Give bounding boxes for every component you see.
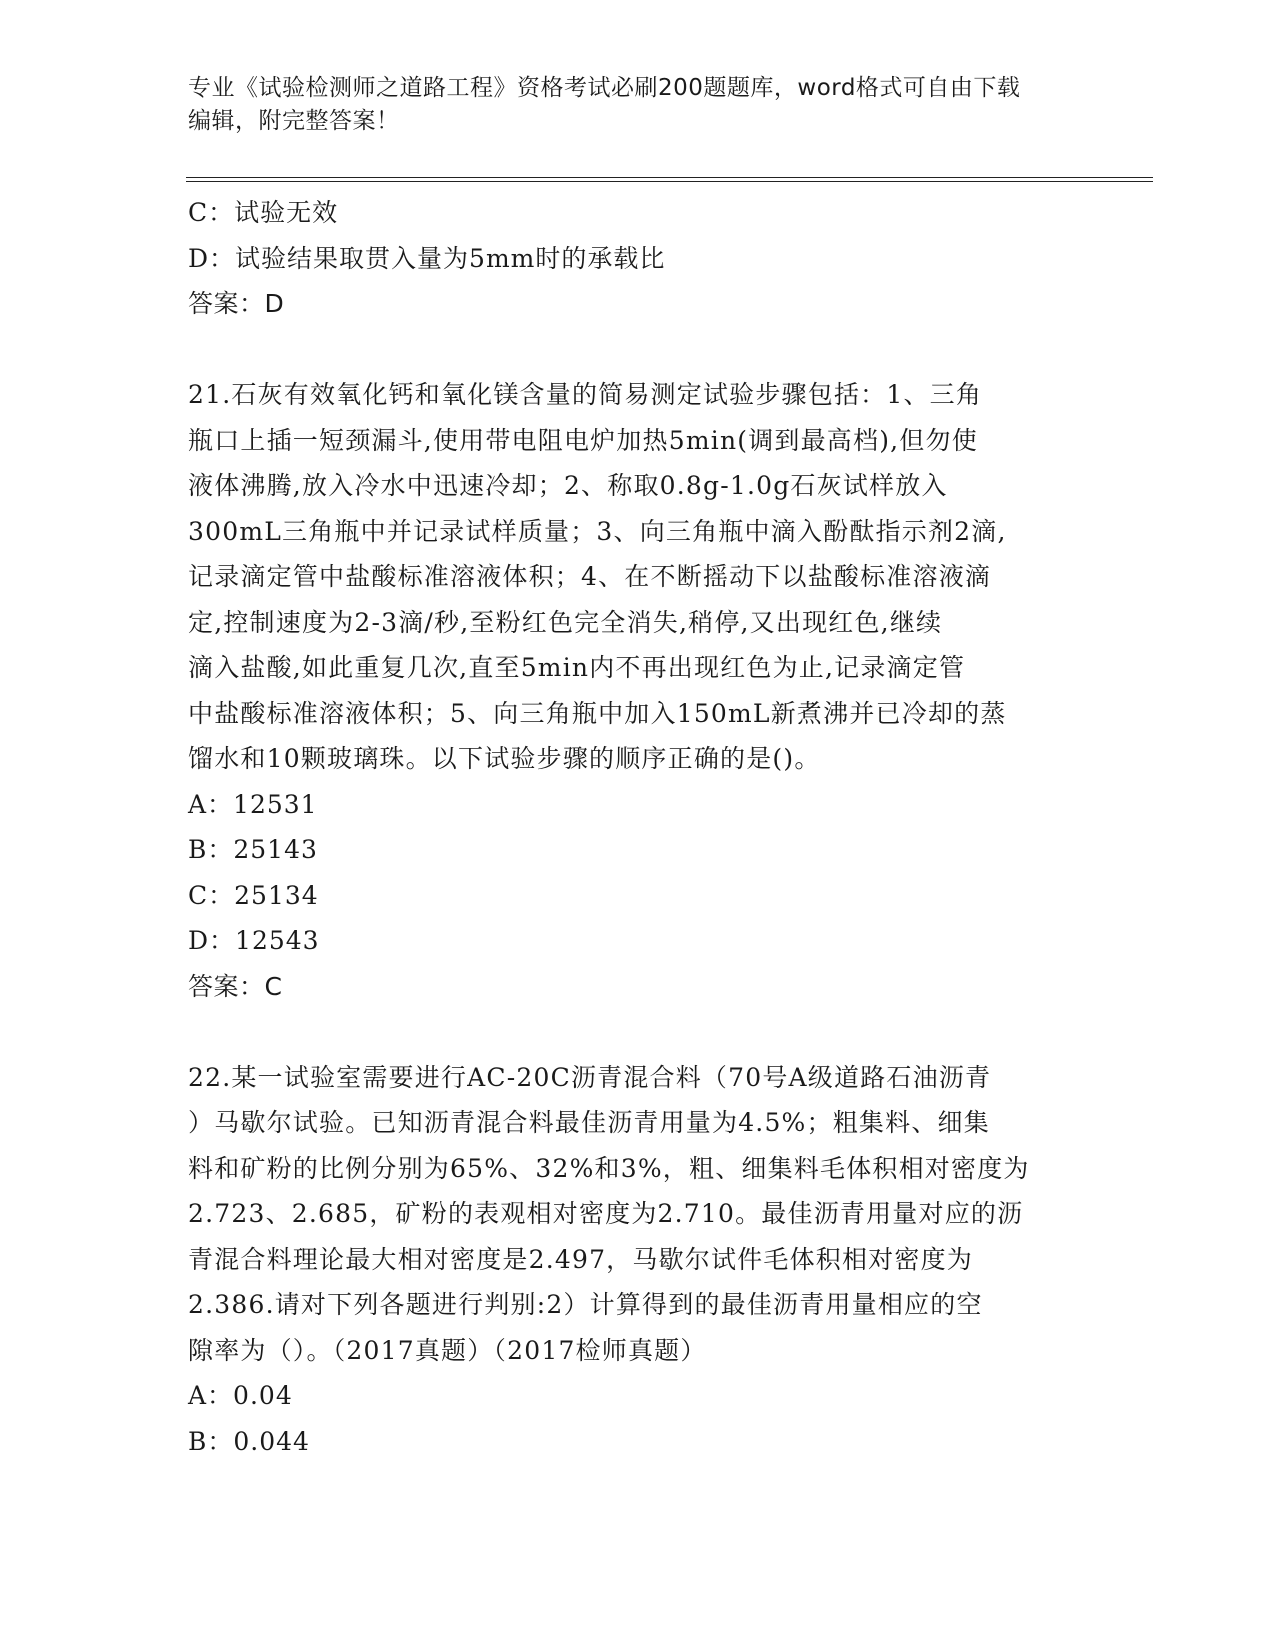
- question-text-line: 馏水和10颗玻璃珠。以下试验步骤的顺序正确的是()。: [188, 744, 821, 773]
- header-divider-bottom: [186, 181, 1153, 182]
- option-c: C：25134: [188, 880, 319, 910]
- question-22: [188, 1055, 1088, 1465]
- question-text-line: 22.某一试验室需要进行AC-20C沥青混合料（70号A级道路石油沥青: [188, 1062, 992, 1092]
- question-text-line: 瓶口上插一短颈漏斗,使用带电阻电炉加热5min(调到最高档),但勿使: [188, 425, 978, 455]
- option-b: B：25143: [188, 835, 318, 864]
- question-text-line: 青混合料理论最大相对密度是2.497，马歇尔试件毛体积相对密度为: [188, 1244, 973, 1274]
- question-20-tail: [188, 190, 1088, 327]
- question-text-line: 隙率为（）。（2017真题）（2017检师真题）: [188, 1335, 707, 1365]
- spacer: [188, 1009, 1088, 1055]
- spacer: [188, 327, 1088, 373]
- question-text-line: 料和矿粉的比例分别为65%、32%和3%，粗、细集料毛体积相对密度为: [188, 1153, 1030, 1183]
- header-line-2: 编辑，附完整答案！: [188, 108, 400, 134]
- answer-line: 答案：D: [188, 289, 285, 318]
- question-text-line: 液体沸腾,放入冷水中迅速冷却；2、称取0.8g-1.0g石灰试样放入: [188, 471, 948, 500]
- header-divider-top: [186, 177, 1153, 178]
- page-header: [188, 72, 1088, 138]
- document-body: [188, 190, 1088, 1464]
- option-b: B：0.044: [188, 1426, 310, 1456]
- header-line-1: 专业《试验检测师之道路工程》资格考试必刷200题题库，word格式可自由下载: [188, 75, 1021, 101]
- question-text-line: 定,控制速度为2-3滴/秒,至粉红色完全消失,稍停,又出现红色,继续: [188, 607, 943, 637]
- question-text-line: 滴入盐酸,如此重复几次,直至5min内不再出现红色为止,记录滴定管: [188, 653, 966, 682]
- option-a: A：0.04: [188, 1381, 293, 1410]
- question-text-line: 300mL三角瓶中并记录试样质量；3、向三角瓶中滴入酚酞指示剂2滴,: [188, 516, 1007, 546]
- answer-line: 答案：C: [188, 971, 283, 1001]
- question-text-line: 记录滴定管中盐酸标准溶液体积；4、在不断摇动下以盐酸标准溶液滴: [188, 562, 992, 591]
- option-d: D：12543: [188, 926, 320, 955]
- question-text-line: ）马歇尔试验。已知沥青混合料最佳沥青用量为4.5%；粗集料、细集: [188, 1108, 990, 1137]
- option-c: C：试验无效: [188, 198, 339, 227]
- option-a: A：12531: [188, 789, 318, 819]
- option-d: D：试验结果取贯入量为5mm时的承载比: [188, 243, 666, 273]
- question-text-line: 21.石灰有效氧化钙和氧化镁含量的简易测定试验步骤包括：1、三角: [188, 380, 983, 409]
- question-text-line: 2.386.请对下列各题进行判别:2）计算得到的最佳沥青用量相应的空: [188, 1290, 983, 1319]
- question-text-line: 2.723、2.685，矿粉的表观相对密度为2.710。最佳沥青用量对应的沥: [188, 1199, 1024, 1228]
- question-21: [188, 372, 1088, 1009]
- question-text-line: 中盐酸标准溶液体积；5、向三角瓶中加入150mL新煮沸并已冷却的蒸: [188, 698, 1007, 728]
